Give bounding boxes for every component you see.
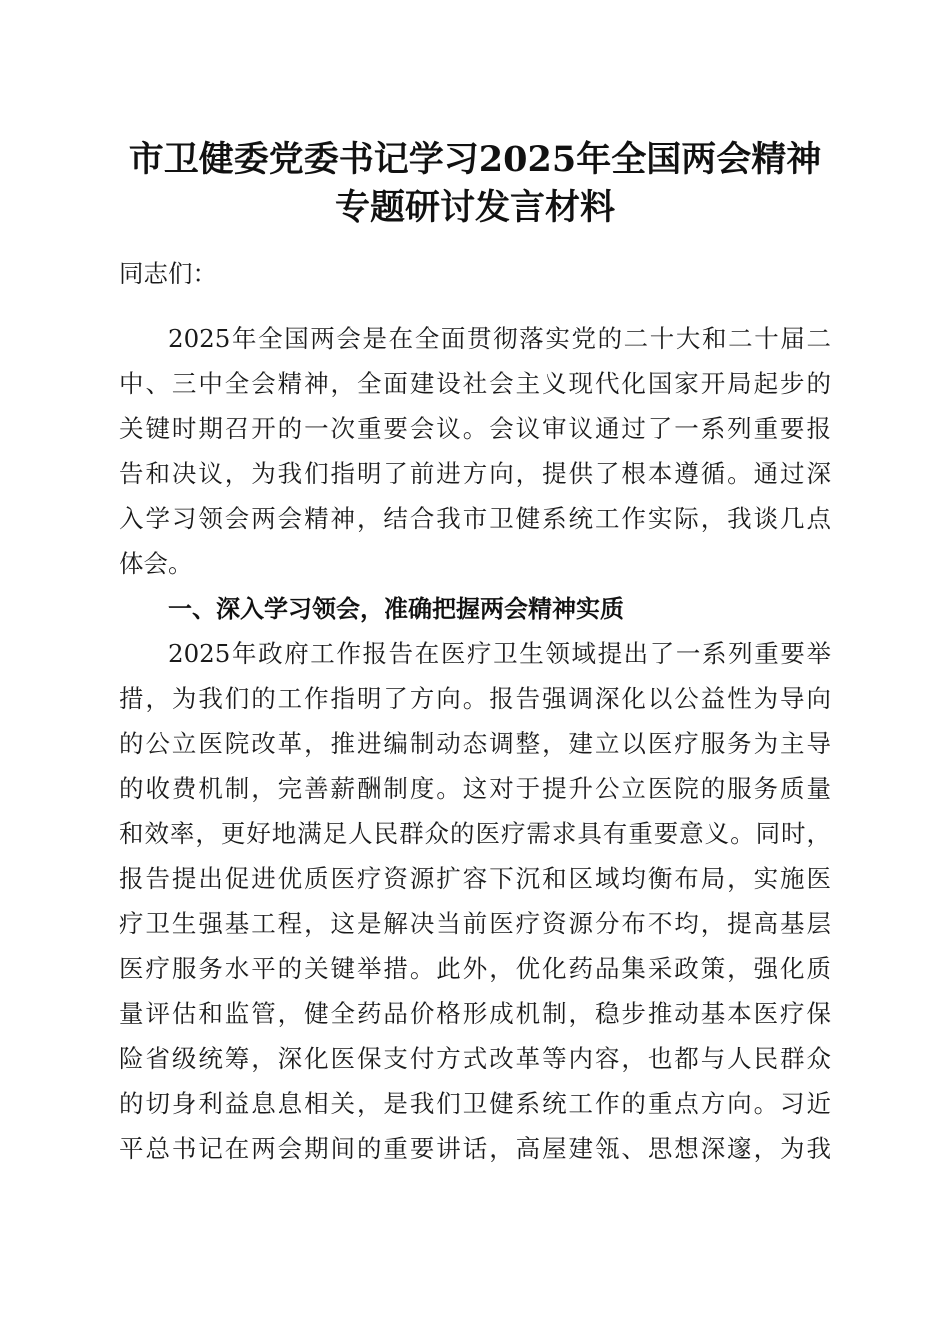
salutation: 同志们： [119,259,217,288]
document-title-line-1: 市卫健委党委书记学习2025年全国两会精神 [128,139,822,180]
paragraph-2-line: 险省级统筹，深化医保支付方式改革等内容，也都与人民群众 [119,1044,831,1073]
paragraph-2-line: 的切身利益息息相关，是我们卫健系统工作的重点方向。习近 [119,1089,831,1118]
paragraph-1-line: 体会。 [119,549,193,578]
paragraph-2-line: 量评估和监管，健全药品价格形成机制，稳步推动基本医疗保 [119,999,831,1028]
paragraph-1-line: 2025年全国两会是在全面贯彻落实党的二十大和二十届二 [168,324,831,353]
section-heading-1: 一、深入学习领会，准确把握两会精神实质 [168,595,624,623]
paragraph-2-line: 疗卫生强基工程，这是解决当前医疗资源分布不均，提高基层 [119,909,831,938]
paragraph-2-line: 医疗服务水平的关键举措。此外，优化药品集采政策，强化质 [119,954,831,983]
paragraph-1-line: 入学习领会两会精神，结合我市卫健系统工作实际，我谈几点 [119,504,831,533]
paragraph-2-line: 的收费机制，完善薪酬制度。这对于提升公立医院的服务质量 [119,774,831,803]
paragraph-1-line: 关键时期召开的一次重要会议。会议审议通过了一系列重要报 [119,414,831,443]
paragraph-2-line: 的公立医院改革，推进编制动态调整，建立以医疗服务为主导 [119,729,831,758]
document-title-line-2: 专题研讨发言材料 [334,187,615,228]
paragraph-2-line: 平总书记在两会期间的重要讲话，高屋建瓴、思想深邃，为我 [119,1134,831,1163]
paragraph-2-line: 报告提出促进优质医疗资源扩容下沉和区域均衡布局，实施医 [119,864,831,893]
paragraph-1-line: 告和决议，为我们指明了前进方向，提供了根本遵循。通过深 [119,459,831,488]
paragraph-1-line: 中、三中全会精神，全面建设社会主义现代化国家开局起步的 [119,369,831,398]
paragraph-2-line: 和效率，更好地满足人民群众的医疗需求具有重要意义。同时， [119,819,831,848]
paragraph-2-line: 措，为我们的工作指明了方向。报告强调深化以公益性为导向 [119,684,831,713]
paragraph-2-line: 2025年政府工作报告在医疗卫生领域提出了一系列重要举 [168,639,831,668]
